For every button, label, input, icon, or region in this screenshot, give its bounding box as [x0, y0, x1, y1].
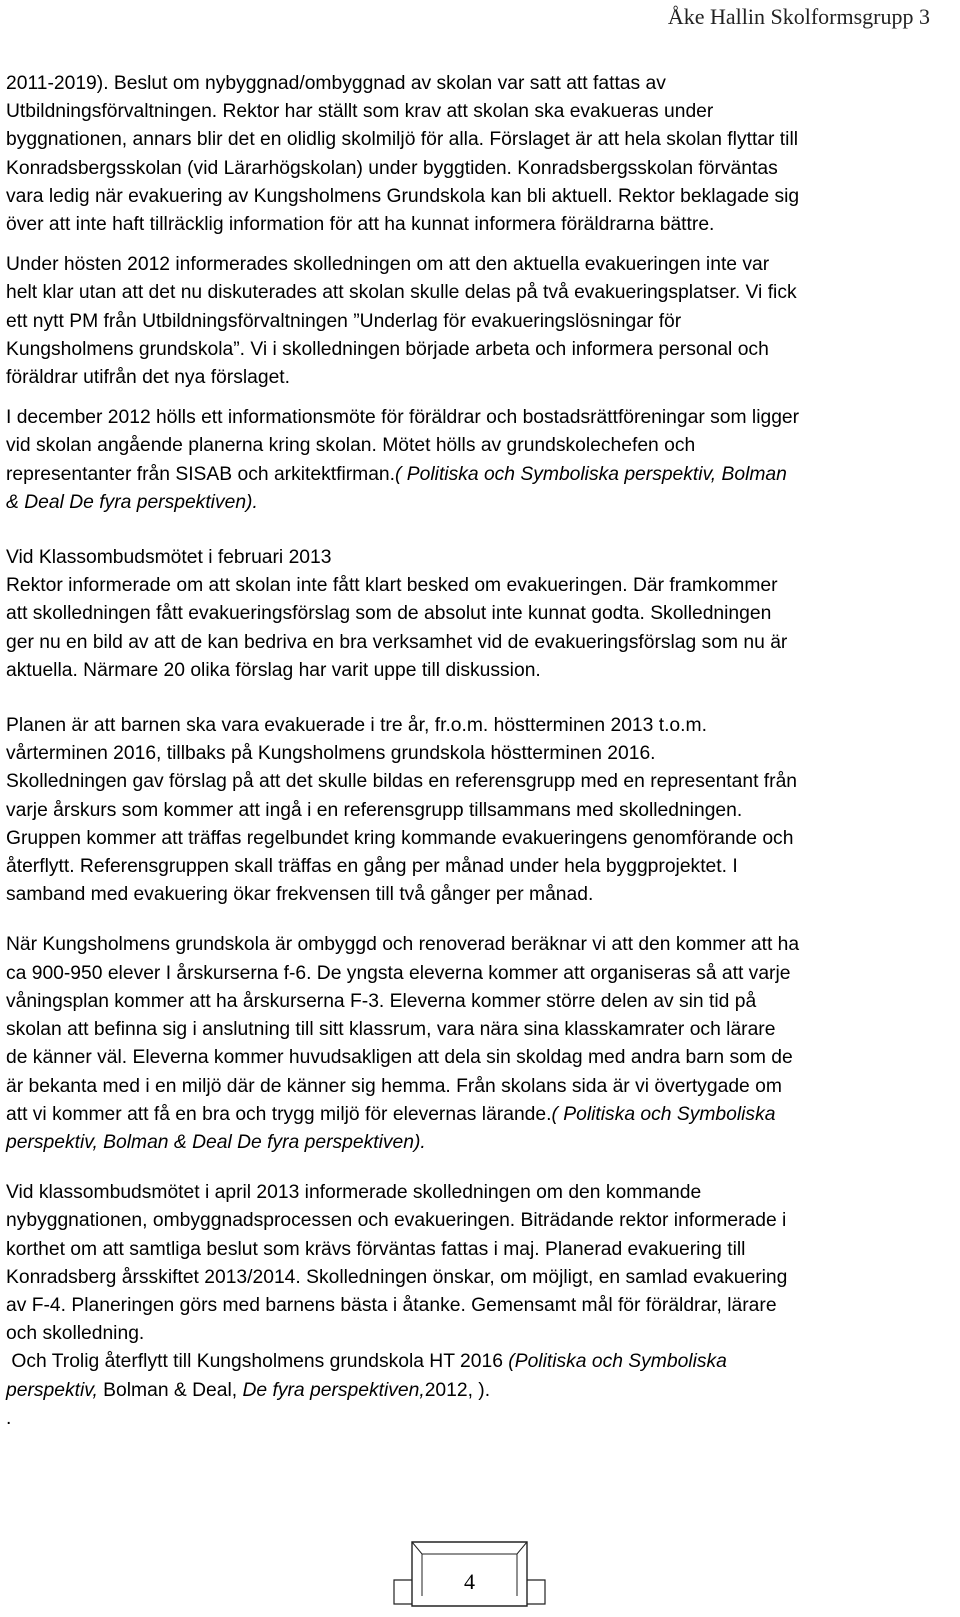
- paragraph-1: [6, 70, 936, 239]
- text-line: de känner väl. Eleverna kommer huvudsakligen att dela sin skoldag med andra barn som de: [6, 1047, 793, 1069]
- text-line: ca 900-950 elever I årskurserna f-6. De yngsta eleverna kommer att organiseras så att varje: [6, 962, 791, 984]
- text-line: skolan att befinna sig i anslutning till sitt klassrum, vara nära sina klasskamrater och lärare: [6, 1019, 776, 1041]
- citation-text: (Politiska och Symboliska: [508, 1351, 727, 1373]
- text-line: och skolledning.: [6, 1323, 145, 1345]
- text-line: byggnationen, annars blir det en olidlig skolmiljö för alla. Förslaget är att hela skolan flyttar till: [6, 129, 799, 151]
- text-line: Gruppen kommer att träffas regelbundet kring kommande evakueringens genomförande och: [6, 827, 794, 849]
- paragraph-5: [6, 712, 936, 909]
- text-line: ger nu en bild av att de kan bedriva en bra verksamhet vid de evakueringsförslag som nu är: [6, 631, 788, 653]
- text-segment: representanter från SISAB och arkitektfirman.: [6, 463, 396, 485]
- text-line: Konradsbergsskolan (vid Lärarhögskolan) under byggtiden. Konradsbergsskolan förväntas: [6, 157, 778, 179]
- text-line: 2011-2019). Beslut om nybyggnad/ombyggnad av skolan var satt att fattas av: [6, 73, 666, 94]
- text-line: Under hösten 2012 informerades skolledningen om att den aktuella evakueringen inte var: [6, 254, 770, 276]
- text-line: Skolledningen gav förslag på att det skulle bildas en referensgrupp med en representant från: [6, 771, 798, 793]
- text-line: I december 2012 hölls ett informationsmöte för föräldrar och bostadsrättföreningar som ligger: [6, 407, 800, 429]
- page-header: Åke Hallin Skolformsgrupp 3: [667, 4, 930, 29]
- text-line: [6, 1101, 936, 1129]
- text-line: Kungsholmens grundskola”. Vi i skolledningen började arbeta och informera personal och: [6, 338, 769, 360]
- paragraph-3: [6, 404, 936, 517]
- citation-text: ( Politiska och Symboliska: [551, 1103, 776, 1125]
- text-line: nybyggnationen, ombyggnadsprocessen och evakueringen. Biträdande rektor informerade i: [6, 1210, 787, 1232]
- citation-text: perspektiv, Bolman & Deal De fyra perspektiven).: [6, 1131, 426, 1153]
- page-number: 4: [464, 1569, 475, 1594]
- citation-text: De fyra perspektiven,: [242, 1379, 425, 1401]
- citation-text: perspektiv,: [6, 1379, 98, 1401]
- text-line: föräldrar utifrån det nya förslaget.: [6, 367, 291, 389]
- paragraph-2: [6, 251, 936, 392]
- text-line: ett nytt PM från Utbildningsförvaltningen ”Underlag för evakueringslösningar för: [6, 310, 682, 332]
- text-line: När Kungsholmens grundskola är ombyggd och renoverad beräknar vi att den kommer att ha: [6, 934, 800, 956]
- text-line: Vid Klassombudsmötet i februari 2013: [6, 547, 332, 569]
- text-segment: Bolman & Deal,: [97, 1379, 243, 1401]
- text-line: att skolledningen fått evakueringsförslag som de absolut inte kunnat godta. Skolledningen: [6, 603, 772, 625]
- text-line: aktuella. Närmare 20 olika förslag har varit uppe till diskussion.: [6, 659, 541, 681]
- text-line: av F-4. Planeringen görs med barnens bästa i åtanke. Gemensamt mål för föräldrar, lärare: [6, 1294, 777, 1316]
- text-line: Rektor informerade om att skolan inte fått klart besked om evakueringen. Där framkommer: [6, 575, 778, 597]
- text-line: våningsplan kommer att ha årskurserna F-3. Eleverna kommer större delen av sin tid på: [6, 990, 757, 1012]
- page-number-badge: [392, 1536, 547, 1614]
- text-line: är bekanta med i en miljö där de känner sig hemma. Från skolans sida är vi övertygade om: [6, 1075, 782, 1097]
- text-line: Vid klassombudsmötet i april 2013 informerade skolledningen om den kommande: [6, 1182, 702, 1204]
- text-line: helt klar utan att det nu diskuterades att skolan skulle delas på två evakueringsplatser. Vi fick: [6, 282, 797, 304]
- text-line: Planen är att barnen ska vara evakuerade i tre år, fr.o.m. höstterminen 2013 t.o.m.: [6, 715, 707, 737]
- text-line: korthet om att samtliga beslut som krävs förväntas fattas i maj. Planerad evakuering till: [6, 1238, 746, 1260]
- text-segment: att vi kommer att få en bra och trygg miljö för elevernas lärande.: [6, 1103, 552, 1125]
- text-line: samband med evakuering ökar frekvensen till två gånger per månad.: [6, 884, 594, 906]
- text-line: vid skolan angående planerna kring skolan. Mötet hölls av grundskolechefen och: [6, 435, 696, 457]
- text-line: vara ledig när evakuering av Kungsholmens Grundskola kan bli aktuell. Rektor beklagade sig: [6, 185, 800, 207]
- text-line: Utbildningsförvaltningen. Rektor har ställt som krav att skolan ska evakueras under: [6, 101, 714, 123]
- text-line: [6, 1348, 936, 1376]
- text-line: .: [6, 1407, 12, 1429]
- paragraph-6: [6, 931, 936, 1157]
- text-line: [6, 461, 936, 489]
- text-segment: Och Trolig återflytt till Kungsholmens grundskola HT 2016: [6, 1351, 509, 1373]
- text-segment: 2012, ).: [424, 1379, 491, 1401]
- text-line: återflytt. Referensgruppen skall träffas en gång per månad under hela byggprojektet. I: [6, 856, 738, 878]
- text-line: [6, 1377, 936, 1405]
- text-line: vårterminen 2016, tillbaks på Kungsholmens grundskola höstterminen 2016.: [6, 743, 656, 765]
- citation-text: ( Politiska och Symboliska perspektiv, Bolman: [395, 463, 787, 485]
- text-line: Konradsberg årsskiftet 2013/2014. Skolledningen önskar, om möjligt, en samlad evakuering: [6, 1266, 788, 1288]
- document-body: [6, 70, 936, 1433]
- citation-text: & Deal De fyra perspektiven).: [6, 491, 258, 513]
- paragraph-7: [6, 1179, 936, 1433]
- paragraph-4: [6, 544, 936, 685]
- text-line: över att inte haft tillräcklig information för att ha kunnat informera föräldrarna bättre.: [6, 214, 715, 236]
- text-line: varje årskurs som kommer att ingå i en referensgrupp tillsammans med skolledningen.: [6, 799, 743, 821]
